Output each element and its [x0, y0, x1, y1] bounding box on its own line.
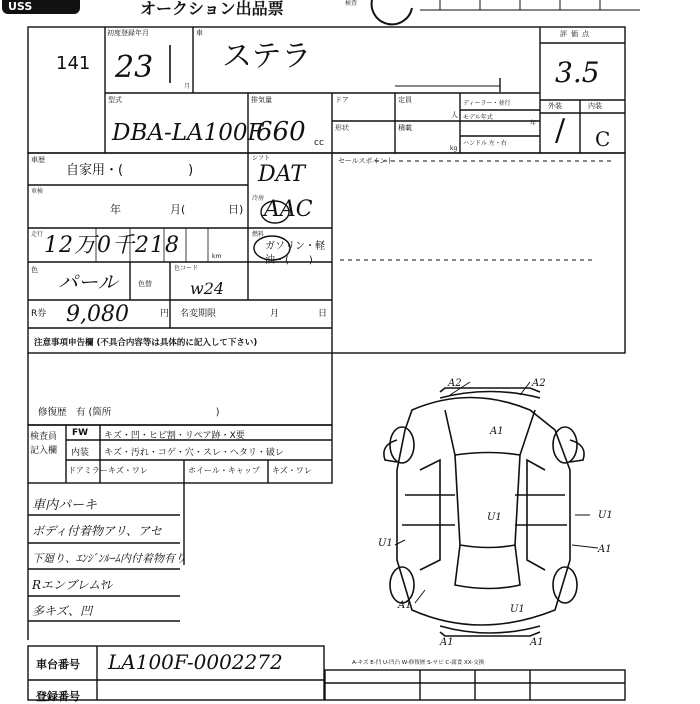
sales-point-label: セールスポイント — [338, 157, 394, 165]
inspection-day: 日) — [228, 203, 244, 216]
color-code-value: w24 — [190, 279, 225, 298]
inspector-row-1-value: キズ・凹・ヒビ割・リペア跡・X要 — [104, 431, 245, 441]
reg-number-label: 登録番号 — [36, 690, 80, 703]
color-label: 色 — [31, 266, 38, 274]
capacity-label: 定員 — [398, 96, 412, 104]
chassis-label: 車台番号 — [36, 658, 80, 671]
inspector-row-2-key: 内装 — [71, 448, 90, 458]
handwritten-note-5: 多キズ、凹 — [32, 604, 93, 618]
dealer-label: ディーラー・並行 — [463, 100, 511, 107]
car-name: ステラ — [222, 39, 312, 74]
grade-value: 3.5 — [555, 56, 600, 89]
inspector-row-1-key: FW — [72, 428, 89, 438]
interior-label: 内装 — [588, 102, 602, 110]
inspector-row-3-value: キズ・ワレ — [108, 466, 148, 475]
registration-label: 初度登録年月 — [107, 29, 149, 37]
recycle-unit: 円 — [160, 309, 170, 319]
mileage-value: 12万0千218 — [44, 233, 180, 258]
aircon-label: 冷房 — [252, 195, 265, 202]
color-code-label: 色コード — [174, 265, 199, 272]
svg-text:U1: U1 — [378, 538, 393, 549]
handwritten-note-1: 車内パーキ — [32, 498, 98, 513]
model-value: DBA-LA100F — [112, 120, 264, 146]
car-label: 車 — [196, 29, 203, 37]
svg-text:A1: A1 — [490, 426, 504, 437]
exterior-label: 外装 — [548, 102, 562, 110]
registration-year: 23 — [115, 50, 154, 85]
handwritten-note-4: Rエンブレムﾔﾚ — [32, 578, 113, 592]
svg-text:A2: A2 — [532, 378, 546, 389]
recycle-label: R券 — [31, 309, 47, 319]
shift-label: シフト — [252, 155, 271, 162]
registration-month-unit: 月 — [184, 83, 191, 90]
name-change-label: 名変期限 — [180, 309, 217, 319]
inspector-row-3-key2: ホイール・キャップ — [188, 466, 260, 475]
displacement-label: 排気量 — [251, 96, 272, 104]
svg-text:U1: U1 — [598, 510, 613, 521]
shape-label: 形状 — [335, 124, 349, 132]
recycle-value: 9,080 — [66, 302, 129, 327]
usage-label: 車歴 — [31, 156, 45, 164]
header-logo-text: USS — [8, 0, 33, 13]
color-change-label: 色替 — [138, 280, 152, 288]
exterior-value: / — [555, 113, 566, 148]
header-title: オークション出品票 — [140, 0, 284, 18]
mileage-unit: km — [212, 253, 222, 260]
inspector-row-3-value2: キズ・ワレ — [272, 466, 312, 475]
diagram-marks — [378, 378, 613, 648]
load-label: 積載 — [398, 124, 412, 132]
model-label: 型式 — [108, 96, 122, 104]
inspector-label: 検査員記入欄 — [30, 432, 58, 456]
door-label: ドア — [335, 96, 349, 104]
displacement-value: 660 — [256, 117, 306, 147]
inspection-label: 車検 — [31, 188, 44, 195]
svg-text:A2: A2 — [448, 378, 462, 389]
svg-text:A1: A1 — [440, 637, 454, 648]
name-change-month: 月 — [270, 309, 280, 319]
usage-value: 自家用・( ) — [66, 163, 194, 178]
inspector-row-3-key: ドアミラー — [68, 466, 108, 475]
handwritten-note-2: ボディ付着物アリ、アセ — [32, 524, 162, 538]
aircon-value: AAC — [264, 197, 313, 222]
lot-number: 141 — [56, 53, 91, 74]
fuel-value: ガソリン・軽油・( ) — [265, 241, 325, 266]
chassis-value: LA100F-0002272 — [108, 650, 283, 674]
handwritten-note-3: 下廻り、ｴﾝｼﾞﾝﾙｰﾑ内付着物有り — [32, 552, 186, 565]
svg-text:U1: U1 — [487, 512, 502, 523]
mileage-label: 走行 — [31, 231, 44, 238]
handle-label: ハンドル 左・右 — [463, 140, 507, 147]
svg-text:U1: U1 — [510, 604, 525, 615]
fuel-label: 燃料 — [252, 231, 265, 238]
capacity-unit: 人 — [451, 111, 458, 119]
repair-label: 修復歴 有 (箇所 ) — [38, 407, 220, 418]
interior-value: C — [595, 127, 611, 151]
color-value: パール — [58, 270, 118, 294]
displacement-unit: cc — [314, 138, 324, 148]
inspection-month: 月( — [170, 203, 186, 216]
notes-label: 注意事項申告欄 (不具合内容等は具体的に記入して下さい) — [34, 338, 258, 348]
load-unit: kg — [450, 145, 458, 152]
model-year-label: モデル年式 — [463, 114, 493, 121]
legend: A-キズ E-凹 U-凹凸 W-修復歴 S-サビ C-腐食 XX-交換 — [352, 660, 485, 666]
shift-value: DAT — [258, 162, 305, 187]
name-change-day: 日 — [318, 309, 328, 319]
grade-label: 評価点 — [560, 30, 593, 38]
inspection-year: 年 — [110, 203, 121, 216]
header-corner-label: 検査 — [345, 0, 358, 7]
model-year-unit: 年 — [530, 120, 537, 127]
inspector-row-2-value: キズ・汚れ・コゲ・穴・スレ・ヘタリ・破レ — [104, 448, 284, 458]
svg-text:A1: A1 — [598, 544, 612, 555]
svg-text:A1: A1 — [530, 637, 544, 648]
svg-text:A1: A1 — [398, 600, 412, 611]
